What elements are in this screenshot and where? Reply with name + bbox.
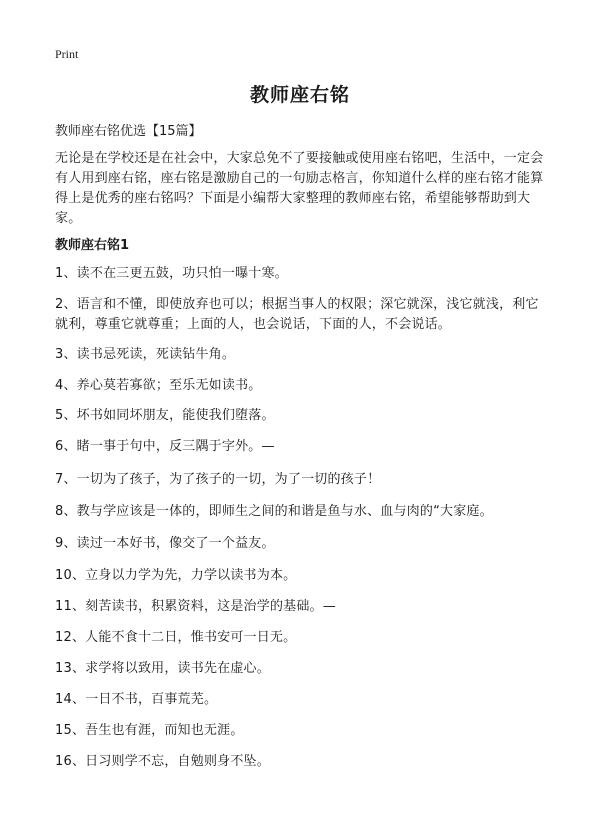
motto-item-2: 2、语言和不懂，即使放弃也可以；根据当事人的权限；深它就深，浅它就浅，利它就利，尊重它就尊重；上面的人，也会说话，下面的人，不会说话。: [55, 297, 539, 332]
motto-item-6: 6、睹一事于句中，反三隅于字外。—: [55, 439, 275, 454]
motto-item-9: 9、读过一本好书，像交了一个益友。: [55, 536, 275, 551]
motto-item-16: 16、日习则学不忘，自勉则身不坠。: [55, 754, 270, 769]
page-title: 教师座右铭: [249, 84, 350, 106]
motto-item-11: 11、刻苦读书，积累资料，这是治学的基础。—: [55, 599, 336, 614]
motto-item-8: 8、教与学应该是一体的，即师生之间的和谐是鱼与水、血与肉的“大家庭。: [55, 504, 493, 519]
motto-item-5: 5、坏书如同坏朋友，能使我们堕落。: [55, 408, 275, 423]
motto-item-12: 12、人能不食十二日，惟书安可一日无。: [55, 630, 297, 645]
intro-paragraph: 无论是在学校还是在社会中，大家总免不了要接触或使用座右铭吧，生活中，一定会有人用到座右铭，座右铭是激励自己的一句励志格言，你知道什么样的座右铭才能算得上是优秀的座右铭吗？下面是小编帮大家整理的教师座右铭，希望能够帮助到大家。: [55, 151, 544, 226]
section-heading: 教师座右铭1: [55, 238, 130, 253]
motto-item-15: 15、吾生也有涯，而知也无涯。: [55, 723, 244, 738]
print-link[interactable]: Print: [55, 47, 79, 61]
subtitle: 教师座右铭优选【15篇】: [55, 124, 202, 139]
motto-item-13: 13、求学将以致用，读书先在虚心。: [55, 661, 270, 676]
motto-item-7: 7、一切为了孩子，为了孩子的一切，为了一切的孩子！: [55, 472, 381, 487]
motto-item-3: 3、读书忌死读，死读钻牛角。: [55, 347, 236, 362]
motto-item-14: 14、一日不书，百事荒芜。: [55, 692, 218, 707]
motto-item-10: 10、立身以力学为先，力学以读书为本。: [55, 568, 297, 583]
motto-item-4: 4、养心莫若寡欲；至乐无如读书。: [55, 378, 262, 393]
motto-item-1: 1、读不在三更五鼓，功只怕一曝十寒。: [55, 266, 288, 281]
